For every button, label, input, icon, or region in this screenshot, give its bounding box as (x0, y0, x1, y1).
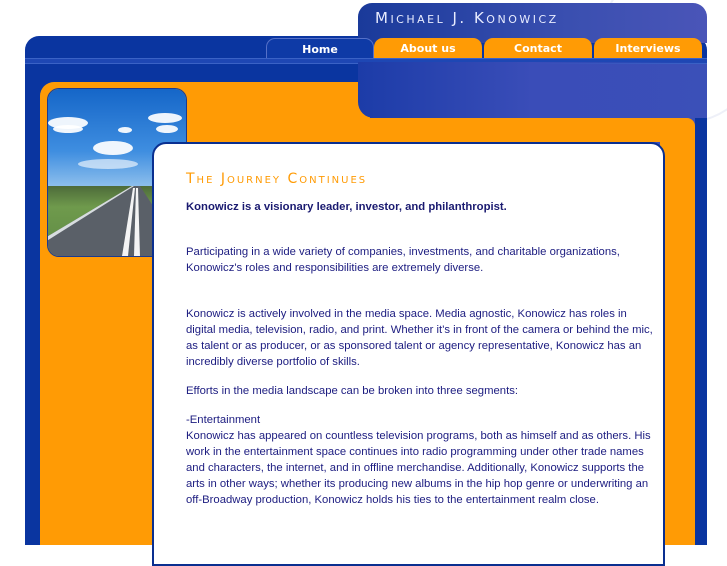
tab-home[interactable]: Home (266, 38, 374, 59)
blue-frame-right (695, 118, 707, 545)
cloud (78, 159, 138, 169)
cloud (53, 125, 83, 133)
cloud (118, 127, 132, 133)
paragraph: Participating in a wide variety of companies, investments, and charitable organizations, Konowicz's roles and responsibilities are extremely diverse. (186, 246, 620, 274)
site-title: Michael J. Konowicz (375, 9, 559, 27)
tab-contact[interactable]: Contact (484, 38, 592, 58)
main-content (186, 171, 656, 508)
paragraph: Efforts in the media landscape can be broken into three segments: (186, 385, 518, 397)
segment-body: Konowicz has appeared on countless television programs, both as himself and as others. His work in the entertainment space continues into radio programming under other trade names and characters, the internet, and in offline merchandise. Additionally, Konowicz supports the arts in other ways; whether its producing new albums in the hip hop genre or underwriting an off-Broadway production, Konowicz holds his ties to the entertainment realm close. (186, 430, 651, 506)
page-title: The Journey Continues (186, 171, 368, 187)
orange-frame-strip (360, 118, 695, 142)
blue-cutout (358, 62, 707, 118)
cloud (156, 125, 178, 133)
segment-title: -Entertainment (186, 414, 261, 426)
paragraph: Konowicz is actively involved in the media space. Media agnostic, Konowicz has roles in digital media, television, radio, and print. Whether it's in front of the camera or behind the mic, as talent or as producer, or as sponsored talent or agency representative, Konowicz has an incredibly diverse portfolio of skills. (186, 308, 653, 368)
tab-interviews[interactable]: Interviews (594, 38, 702, 58)
orange-frame-right (660, 140, 695, 545)
tab-about-us[interactable]: About us (374, 38, 482, 58)
cloud (148, 113, 182, 123)
lead-statement: Konowicz is a visionary leader, investor, and philanthropist. (186, 201, 507, 213)
cloud (93, 141, 133, 155)
